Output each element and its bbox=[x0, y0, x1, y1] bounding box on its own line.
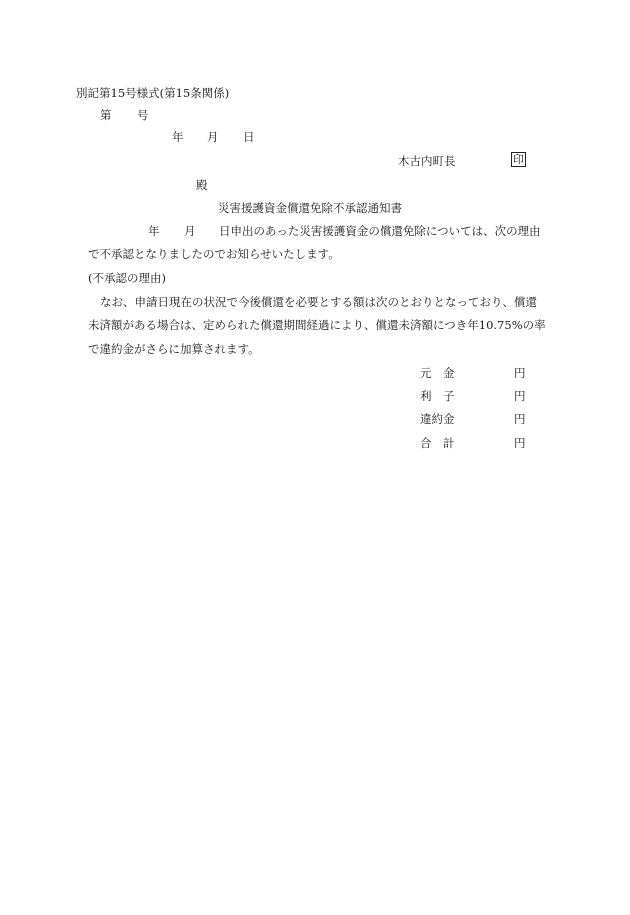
date-day: 日 bbox=[243, 130, 255, 144]
amount-unit-total: 円 bbox=[514, 436, 526, 450]
date-month: 月 bbox=[207, 130, 219, 144]
paragraph2-line3: で違約金がさらに加算されます。 bbox=[88, 342, 260, 356]
paragraph1-line2: で不承認となりましたのでお知らせいたします。 bbox=[88, 247, 340, 261]
amount-unit-interest: 円 bbox=[514, 389, 526, 403]
amount-label-total: 合 計 bbox=[420, 436, 455, 450]
amount-label-penalty: 違約金 bbox=[420, 412, 455, 426]
recipient-suffix: 殿 bbox=[196, 178, 208, 192]
paragraph2-line2: 未済額がある場合は、定められた償還期間経過により、償還未済額につき年10.75%の率 bbox=[88, 318, 546, 332]
number-go: 号 bbox=[137, 108, 149, 122]
paragraph2-line1: なお、申請日現在の状況で今後償還を必要とする額は次のとおりとなっており、償還 bbox=[100, 295, 537, 309]
amount-unit-penalty: 円 bbox=[514, 412, 526, 426]
body-month: 月 bbox=[184, 224, 196, 238]
date-year: 年 bbox=[172, 130, 184, 144]
seal-mark bbox=[511, 152, 526, 167]
amount-label-principal: 元 金 bbox=[420, 366, 455, 380]
number-dai: 第 bbox=[100, 108, 112, 122]
document-title: 災害援護資金償還免除不承認通知書 bbox=[218, 201, 402, 215]
body-year: 年 bbox=[148, 224, 160, 238]
reason-heading: (不承認の理由) bbox=[88, 271, 166, 285]
paragraph1-line1: 日申出のあった災害援護資金の償還免除については、次の理由 bbox=[219, 224, 541, 238]
issuer-name: 木古内町長 bbox=[398, 154, 456, 168]
amount-label-interest: 利 子 bbox=[420, 389, 455, 403]
form-label: 別記第15号様式(第15条関係) bbox=[76, 86, 230, 100]
amount-unit-principal: 円 bbox=[514, 366, 526, 380]
seal-text: 印 bbox=[513, 153, 524, 166]
